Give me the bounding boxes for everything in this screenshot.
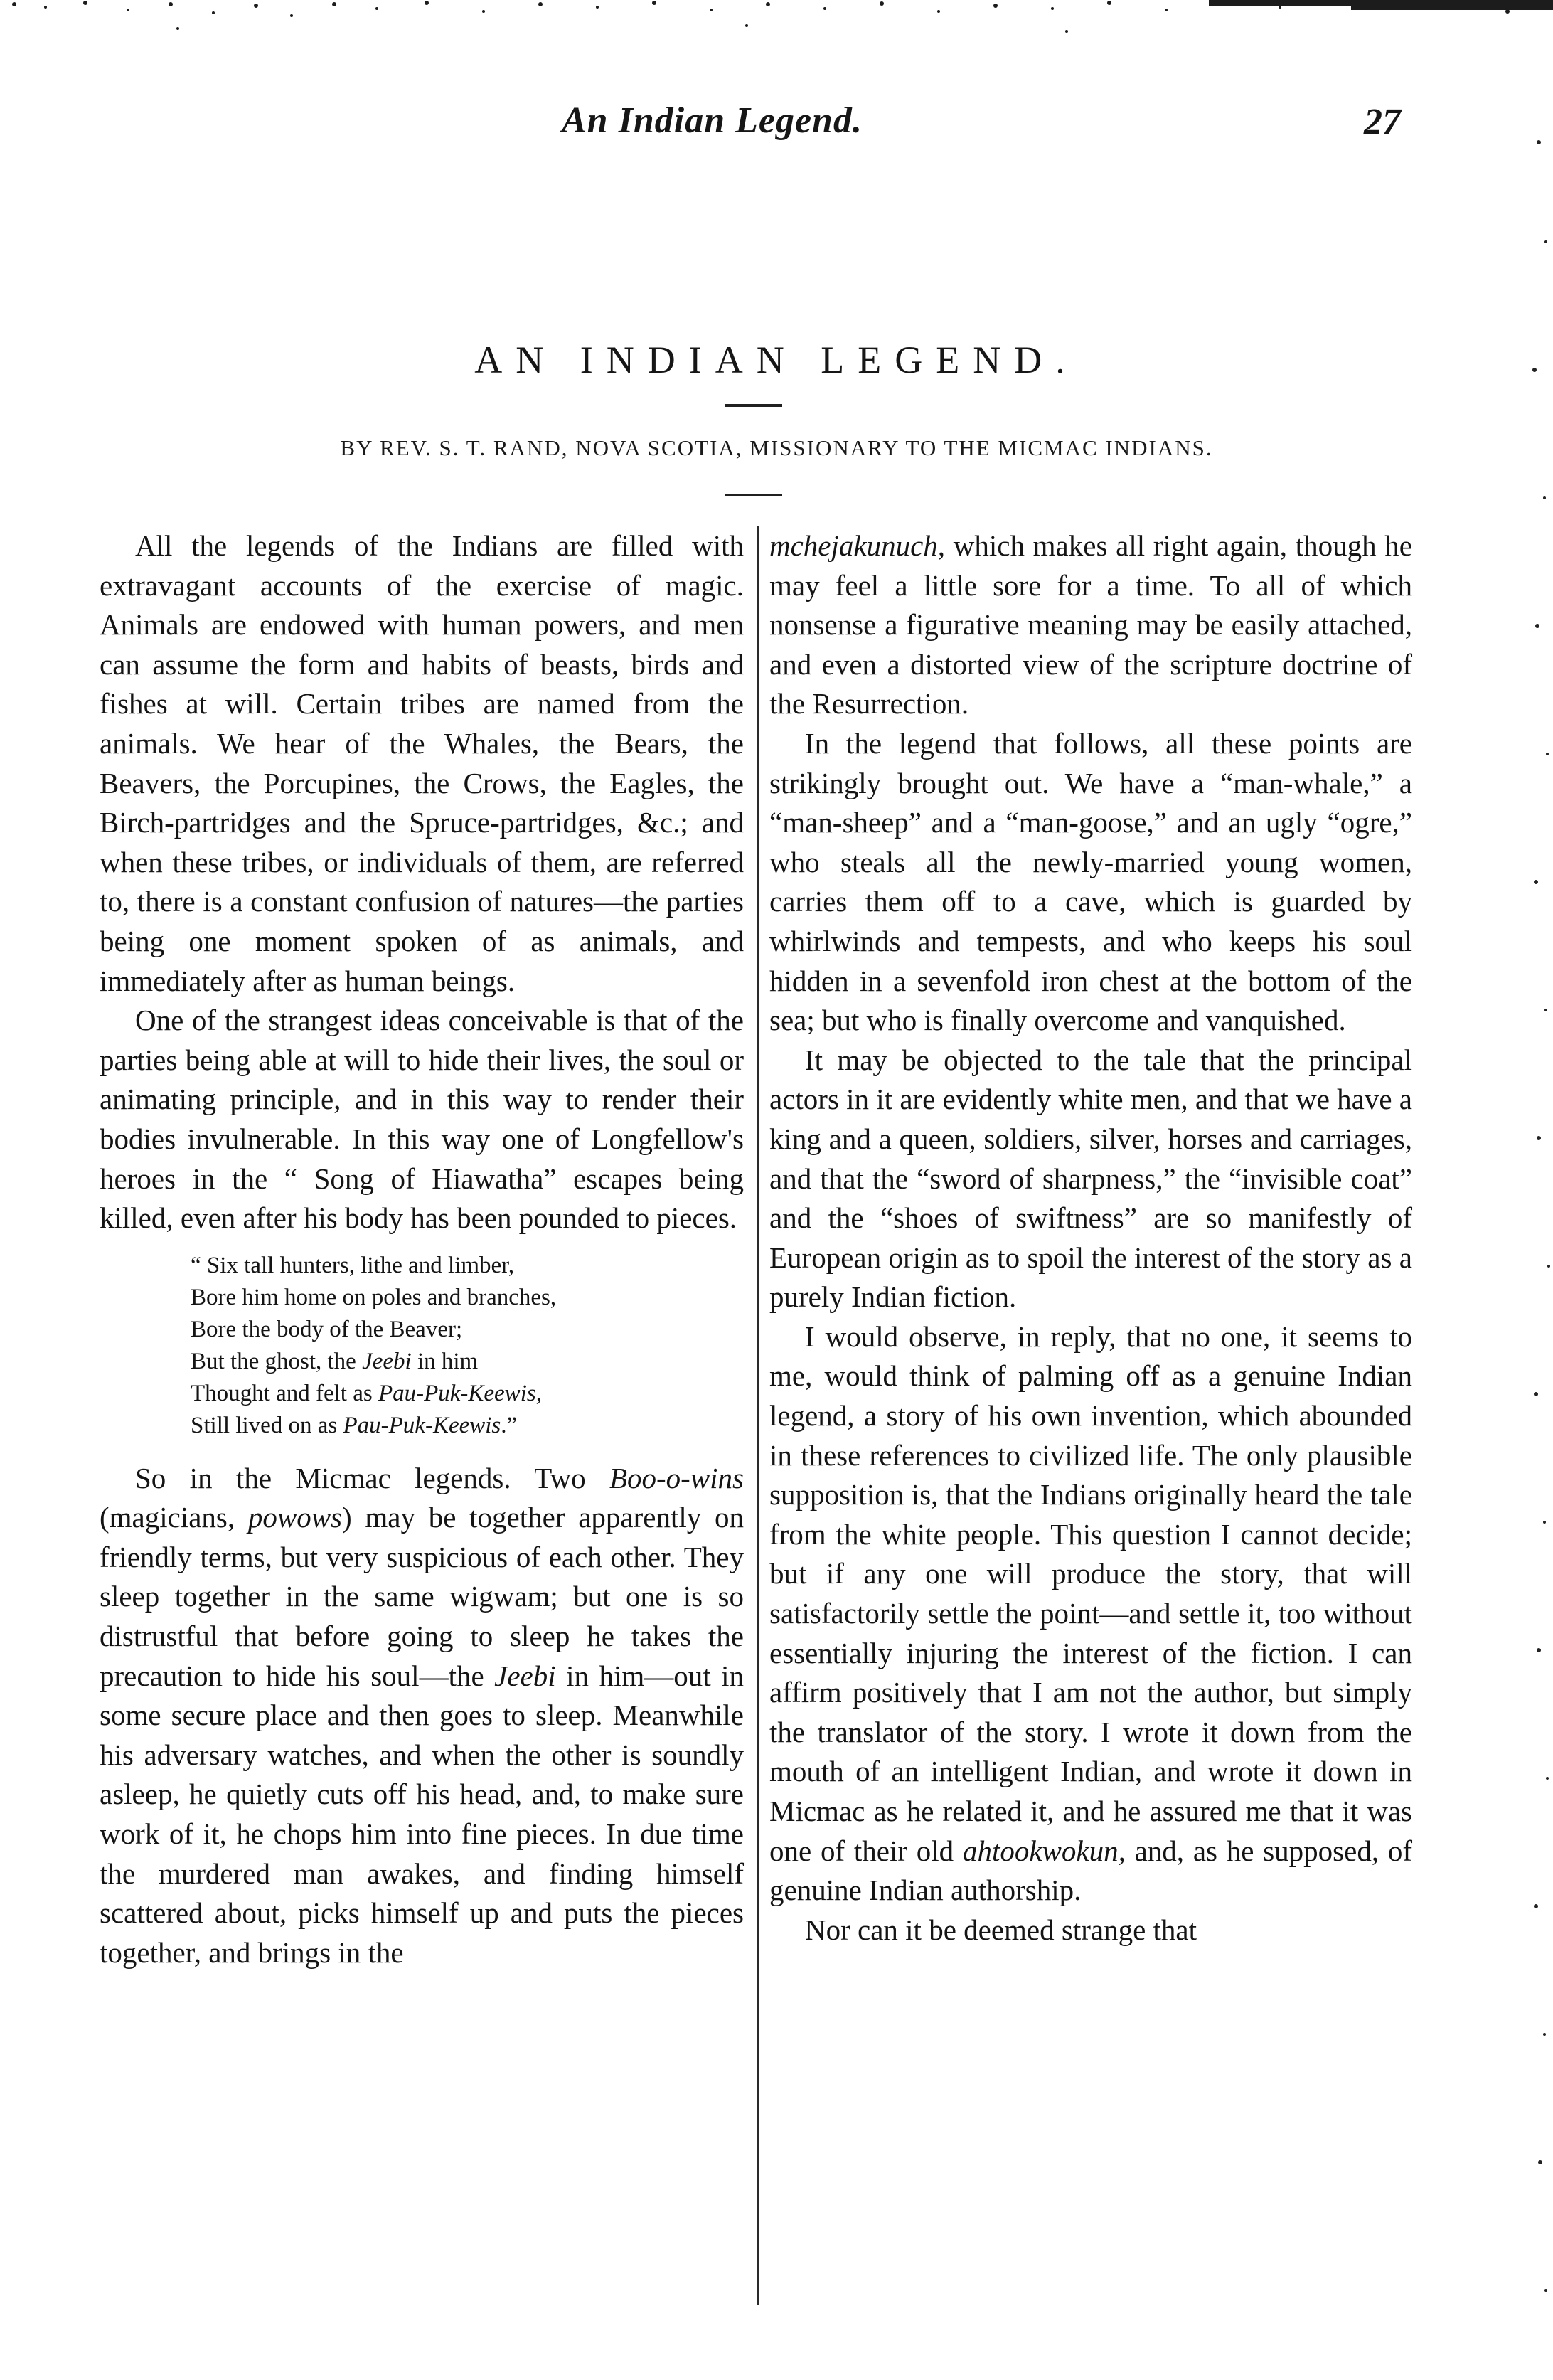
title-rule <box>725 404 782 407</box>
paragraph: One of the strangest ideas conceivable is that of the parties being able at will to hide their lives, the soul or animating principle, and in this way to render their bodies invulnerable. In this way one of Longfellow's heroes in the “ Song of Hiawatha” escapes being killed, even after his body has been pounded to pieces. <box>100 1004 744 1235</box>
running-head <box>0 100 1553 156</box>
article-title: AN INDIAN LEGEND. <box>474 339 1079 381</box>
paragraph: All the legends of the Indians are filled with extravagant accounts of the exercise of magic. Animals are endowed with human powers, and men can assume the form and habits of beasts, birds and fishes at will. Certain tribes are named from the animals. We hear of the Whales, the Bears, the Beavers, the Porcupines, the Crows, the Eagles, the Birch-partridges and the Spruce-partridges, &c.; and when these tribes, or individuals of them, are referred to, there is a constant confusion of natures—the parties being one moment spoken of as animals, and immediately after as human beings. <box>100 529 744 997</box>
poem-line: Bore the body of the Beaver; <box>191 1316 463 1342</box>
scan-edge-top <box>0 0 1553 50</box>
poem-line: Still lived on as Pau-Puk-Keewis.” <box>191 1412 518 1438</box>
paragraph: mchejakunuch, which makes all right again, though he may feel a little sore for a time. To all of which nonsense a figurative meaning may be easily attached, and even a distorted view of the scripture doctrine of the Resurrection. <box>769 529 1412 721</box>
paragraph: I would observe, in reply, that no one, it seems to me, would think of palming off as a genuine Indian legend, a story of his own invention, which abounded in these references to civilized life. The only plausible supposition is, that the Indians originally heard the tale from the white people. This question I cannot decide; but if any one will produce the story, that will satisfactorily settle the point—and settle it, too without essentially injuring the interest of the fiction. I can affirm positively that I am not the author, but simply the translator of the story. I wrote it down from the mouth of an intelligent Indian, and wrote it down in Micmac as he related it, and he assured me that it was one of their old ahtookwokun, and, as he supposed, of genuine Indian authorship. <box>769 1319 1412 1907</box>
poem-line: “ Six tall hunters, lithe and limber, <box>191 1252 515 1278</box>
byline-rule <box>725 494 782 496</box>
page-number: 27 <box>1364 102 1401 142</box>
paragraph: In the legend that follows, all these points are strikingly brought out. We have a “man-whale,” a “man-sheep” and a “man-goose,” and an ugly “ogre,” who steals all the newly-married young women, carries them off to a cave, which is guarded by whirlwinds and tempests, and who keeps his soul hidden in a sevenfold iron chest at the bottom of the sea; but who is finally overcome and vanquished. <box>769 726 1412 1037</box>
poem-line: Bore him home on poles and branches, <box>191 1284 557 1310</box>
poem-line: But the ghost, the Jeebi in him <box>191 1348 479 1374</box>
poem-quote <box>100 1250 744 1442</box>
byline: BY REV. S. T. RAND, NOVA SCOTIA, MISSIONARY TO THE MICMAC INDIANS. <box>340 435 1213 460</box>
paragraph: It may be objected to the tale that the principal actors in it are evidently white men, and that we have a king and a queen, soldiers, silver, horses and carriages, and that the “sword of sharpness,” the “invisible coat” and the “shoes of swiftness” are so manifestly of European origin as to spoil the interest of the story as a purely Indian fiction. <box>769 1043 1412 1314</box>
left-column <box>100 526 744 1972</box>
running-title: An Indian Legend. <box>562 100 863 141</box>
column-divider <box>757 526 759 2305</box>
paragraph: Nor can it be deemed strange that <box>805 1913 1197 1946</box>
right-column <box>769 526 1412 1950</box>
paragraph: So in the Micmac legends. Two Boo-o-wins (magicians, powows) may be together apparently on friendly terms, but very suspicious of each other. They sleep together in the same wigwam; but one is so distrustful that before going to sleep he takes the precaution to hide his soul—the Jeebi in him—out in some secure place and then goes to sleep. Meanwhile his adversary watches, and when the other is soundly asleep, he quietly cuts off his head, and, to make sure work of it, he chops him into fine pieces. In due time the murdered man awakes, and finding himself scattered about, picks himself up and puts the pieces together, and brings in the <box>100 1461 744 1969</box>
poem-line: Thought and felt as Pau-Puk-Keewis, <box>191 1380 542 1406</box>
